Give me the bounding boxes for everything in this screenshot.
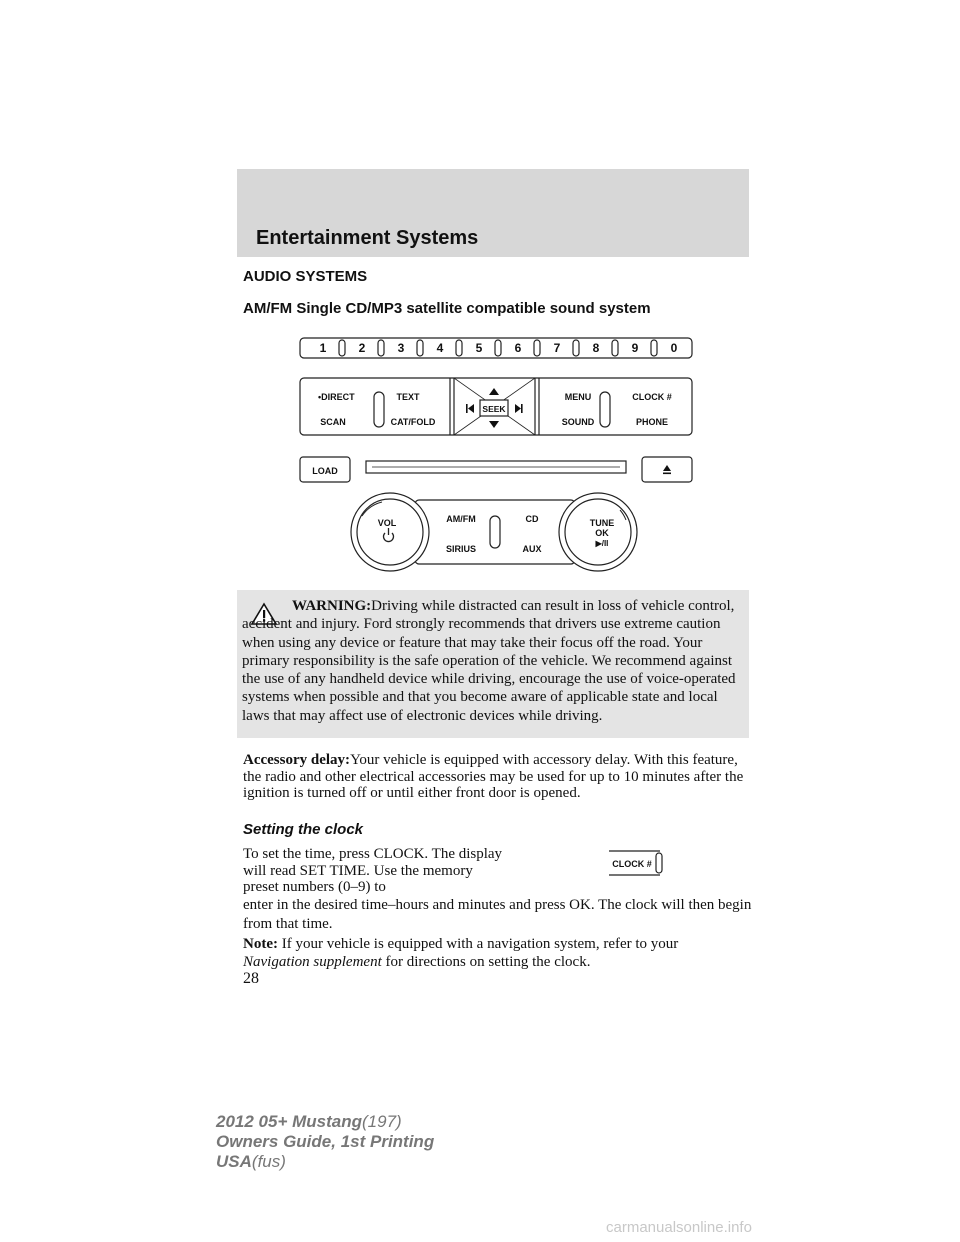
ok-label: OK [595, 528, 609, 538]
direct-label[interactable]: •DIRECT [318, 392, 355, 402]
amfm-label[interactable]: AM/FM [446, 514, 476, 524]
catfold-label[interactable]: CAT/FOLD [390, 417, 436, 427]
preset-button-9[interactable]: 9 [631, 341, 639, 355]
preset-button-4[interactable]: 4 [436, 341, 444, 355]
accessory-text: Your vehicle is equipped with accessory delay. With this feature, the radio and other electrical accessories may be used for up to 10 minutes after the ignition is turned off or until either front door is opened. [243, 752, 744, 802]
preset-button-1[interactable]: 1 [319, 341, 327, 355]
preset-button-0[interactable]: 0 [670, 341, 678, 355]
preset-divider [495, 340, 501, 356]
page-number: 28 [243, 970, 259, 987]
phone-label[interactable]: PHONE [635, 417, 669, 427]
eject-icon [663, 465, 671, 474]
section-header [237, 169, 749, 257]
clock-section-title: Setting the clock [243, 821, 364, 838]
footer-line3: USA [216, 1152, 252, 1171]
rocker-right [600, 392, 610, 427]
accessory-delay-paragraph [243, 752, 755, 802]
footer-line3-light: (fus) [251, 1152, 286, 1171]
clock-button-label: CLOCK # [612, 859, 652, 869]
preset-divider [339, 340, 345, 356]
source-rocker [490, 516, 500, 548]
preset-divider [651, 340, 657, 356]
warning-text [242, 597, 742, 725]
aux-label[interactable]: AUX [522, 544, 542, 554]
seek-down-icon[interactable] [489, 421, 499, 428]
preset-button-7[interactable]: 7 [553, 341, 561, 355]
footer-line1: 2012 05+ Mustang [216, 1112, 362, 1131]
preset-divider [573, 340, 579, 356]
preset-button-5[interactable]: 5 [475, 341, 483, 355]
watermark: carmanualsonline.info [606, 1219, 752, 1236]
seek-back-icon[interactable] [466, 404, 474, 413]
warning-box [237, 590, 749, 738]
vol-label: VOL [377, 518, 397, 528]
clock-button-illustration [608, 850, 664, 876]
source-block [415, 500, 575, 564]
section-header-title: Entertainment Systems [256, 227, 479, 249]
preset-button-3[interactable]: 3 [397, 341, 405, 355]
rocker-left [374, 392, 384, 427]
note-paragraph [243, 935, 755, 971]
seek-label: SEEK [482, 404, 506, 414]
sound-label[interactable]: SOUND [561, 417, 595, 427]
note-label: Note: [243, 936, 278, 952]
seek-up-icon[interactable] [489, 388, 499, 395]
accessory-label: Accessory delay: [243, 752, 351, 768]
play-pause-label: ▶/II [595, 539, 609, 548]
preset-divider [456, 340, 462, 356]
clock-text-part2: enter in the desired time–hours and minutes and press OK. The clock will then begin from that time. [243, 897, 752, 932]
radio-panel-illustration [290, 330, 700, 575]
note-text2: for directions on setting the clock. [385, 954, 591, 970]
seek-forward-icon[interactable] [515, 404, 523, 413]
preset-divider [417, 340, 423, 356]
warning-body: Driving while distracted can result in loss of vehicle control, accident and injury. Ford strongly recommends that drivers use extreme caution when using any device or feature that may take their focus off the road. Your primary responsibility is the safe operation of the vehicle. We recommend against the use of any handheld device while driving, encourage the use of voice-operated systems when possible and that you become aware of applicable state and local laws that may affect use of electronic devices while driving. [242, 598, 736, 724]
scan-label[interactable]: SCAN [320, 417, 346, 427]
preset-divider [534, 340, 540, 356]
load-label: LOAD [312, 466, 338, 476]
footer-line1-light: (197) [362, 1112, 402, 1131]
menu-label[interactable]: MENU [564, 392, 592, 402]
preset-button-2[interactable]: 2 [358, 341, 366, 355]
section-title: AUDIO SYSTEMS [243, 268, 368, 285]
footer-line2: Owners Guide, 1st Printing [216, 1132, 435, 1151]
preset-divider [612, 340, 618, 356]
preset-divider [378, 340, 384, 356]
preset-button-8[interactable]: 8 [592, 341, 600, 355]
preset-button-6[interactable]: 6 [514, 341, 522, 355]
note-text: If your vehicle is equipped with a navigation system, refer to your [281, 936, 679, 952]
warning-label: WARNING: [292, 598, 372, 614]
subsection-title: AM/FM Single CD/MP3 satellite compatible sound system [243, 300, 651, 317]
clock-label[interactable]: CLOCK # [632, 392, 672, 402]
text-label[interactable]: TEXT [396, 392, 420, 402]
clock-text-part1: To set the time, press CLOCK. The display will read SET TIME. Use the memory preset numbers (0–9) to [243, 846, 503, 896]
tune-label: TUNE [589, 518, 615, 528]
volume-knob[interactable] [351, 493, 429, 571]
cd-label[interactable]: CD [525, 514, 539, 524]
note-italic: Navigation supplement [243, 954, 382, 970]
sirius-label[interactable]: SIRIUS [445, 544, 477, 554]
footer [216, 1112, 434, 1172]
